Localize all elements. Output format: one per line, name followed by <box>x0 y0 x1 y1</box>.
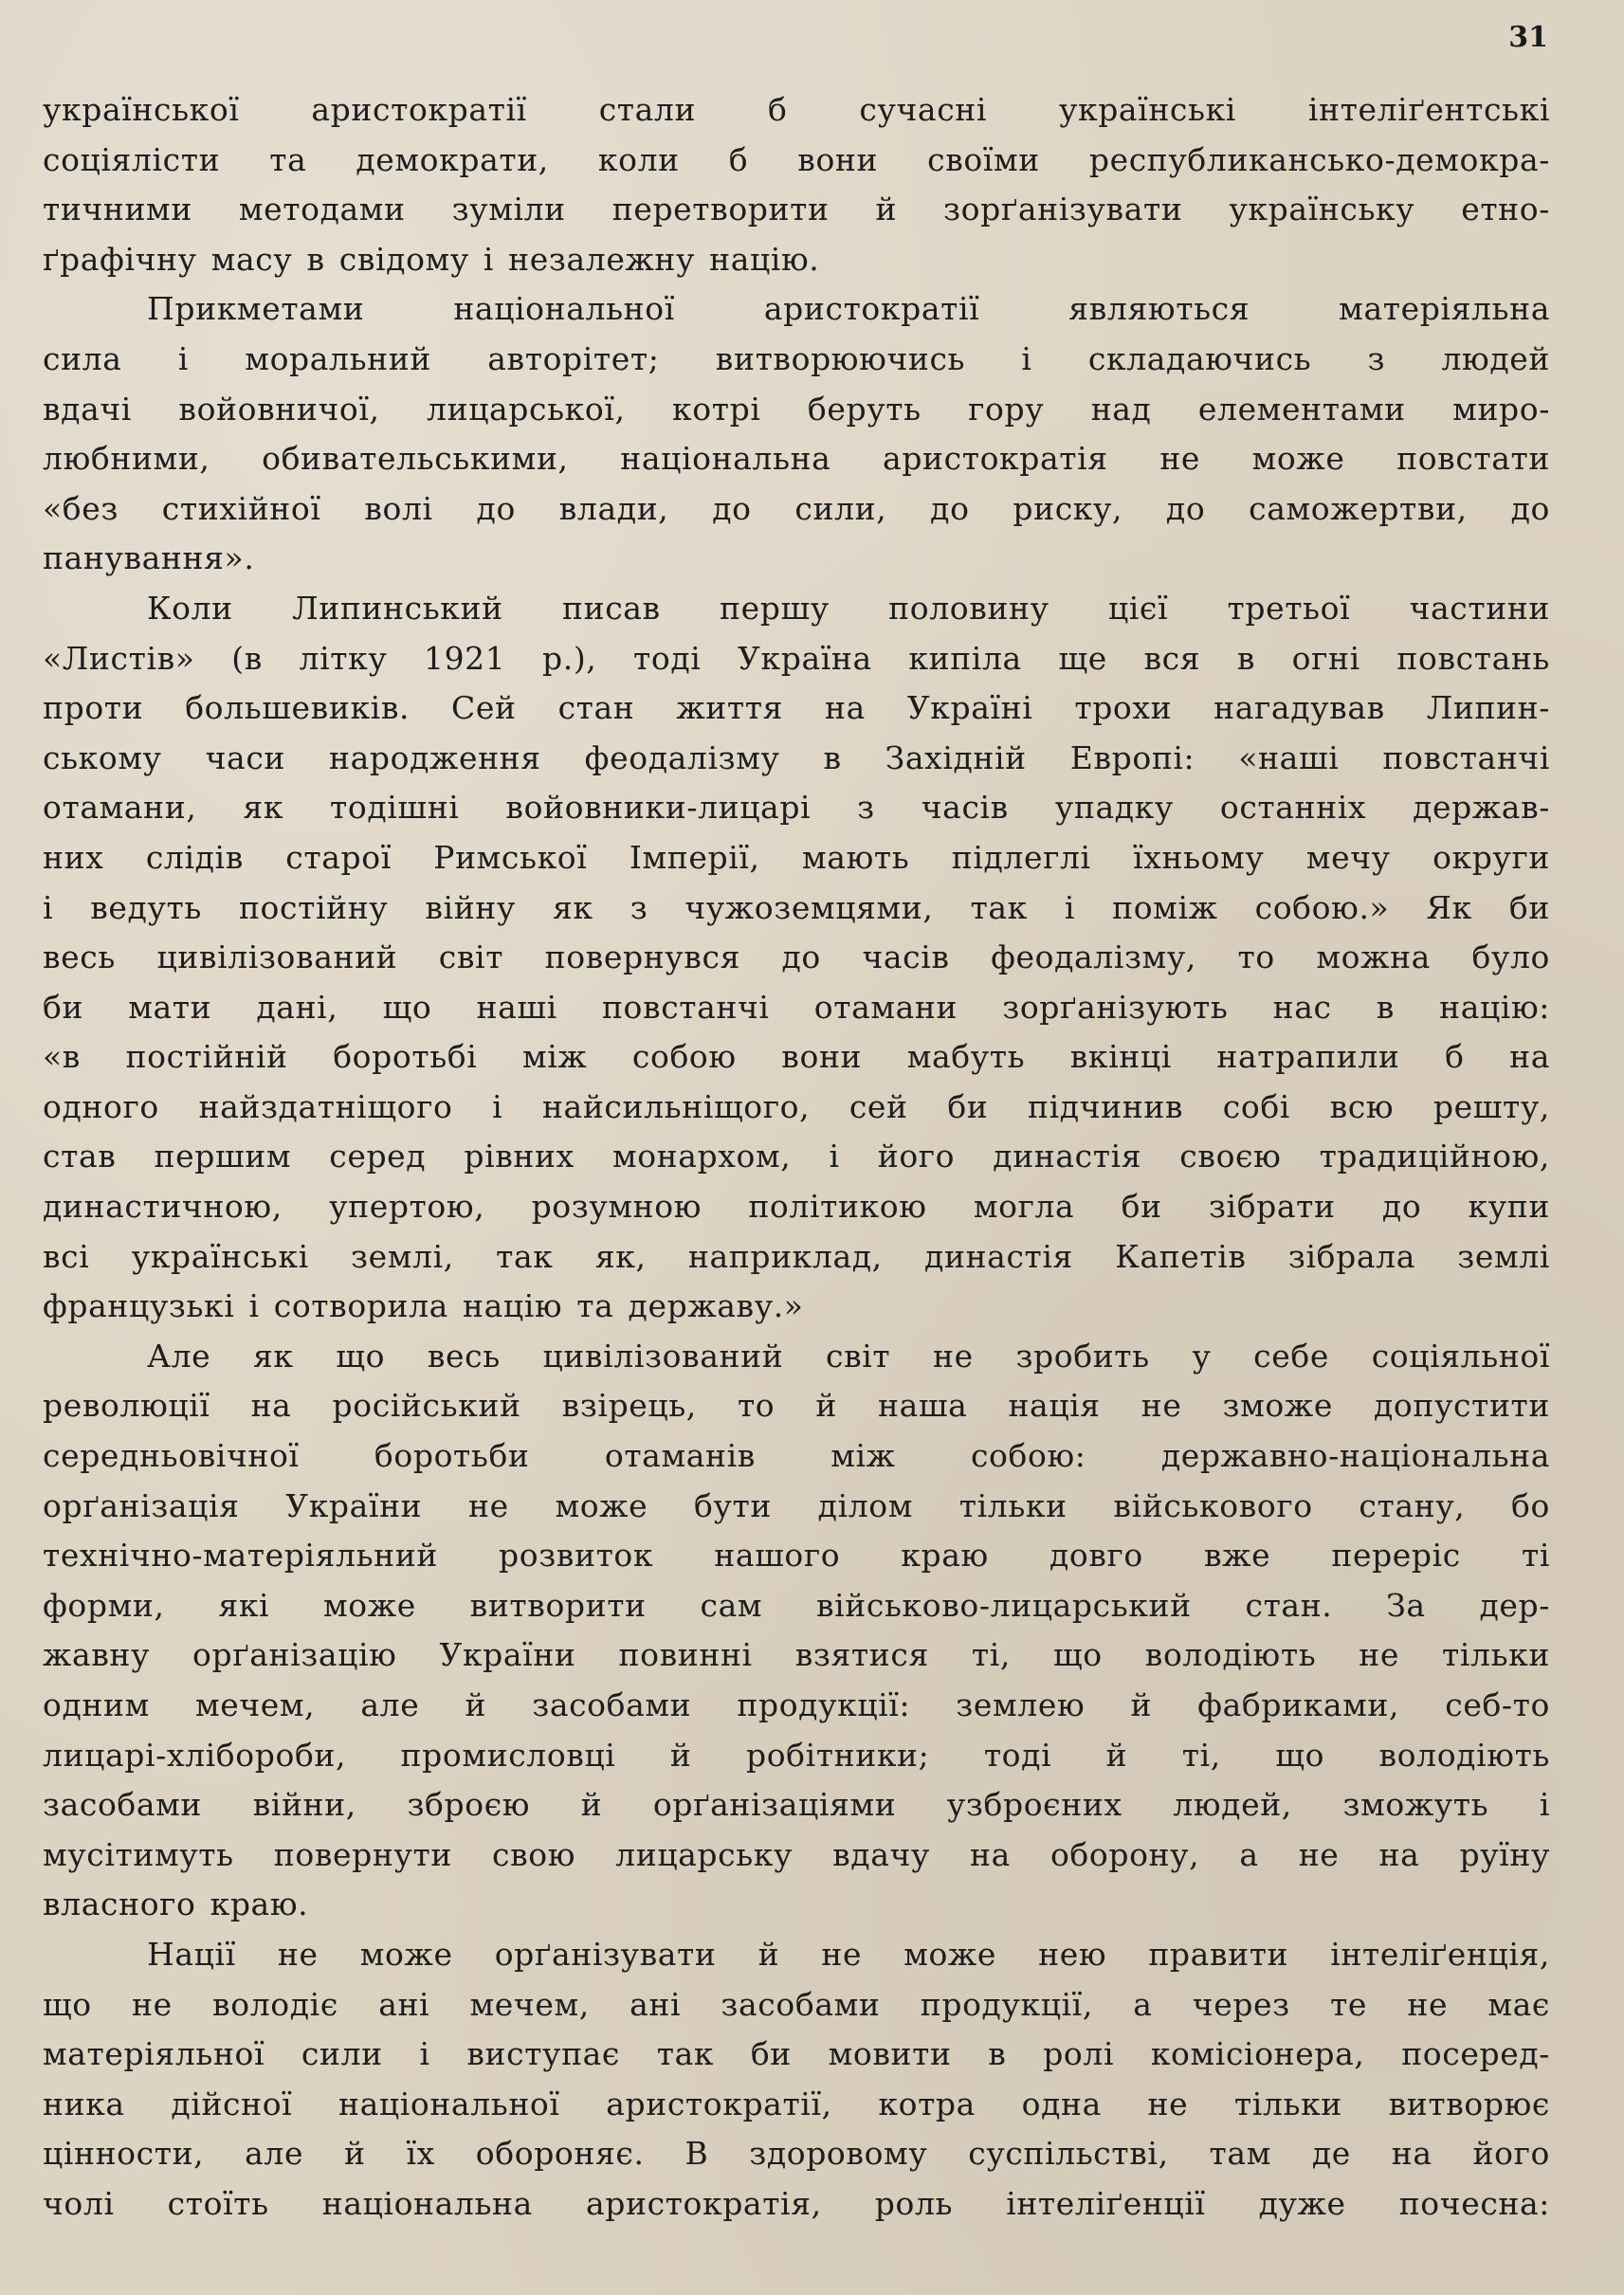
text-line: весь цивілізований світ повернувся до часів феодалізму, то можна було <box>43 938 1550 976</box>
text-line: матеріяльної сили і виступає так би мовити в ролі комісіонера, посеред- <box>43 2035 1550 2073</box>
text-line: форми, які може витворити сам військово-лицарський стан. За дер- <box>43 1586 1550 1624</box>
text-line: тичними методами зуміли перетворити й зорґанізувати українську етно- <box>43 191 1550 228</box>
text-line: одним мечем, але й засобами продукції: землею й фабриками, себ-то <box>43 1686 1550 1723</box>
text-line: Прикметами національної аристократії являються матеріяльна <box>147 290 1550 328</box>
text-line: ника дійсної національної аристократії, котра одна не тільки витворює <box>43 2085 1550 2122</box>
text-line: Нації не може орґанізувати й не може нею правити інтеліґенція, <box>147 1935 1550 1973</box>
text-line: панування». <box>43 539 255 577</box>
text-line: орґанізація України не може бути ділом тільки військового стану, бо <box>43 1486 1550 1524</box>
text-line: «в постійній боротьбі між собою вони мабуть вкінці натрапили б на <box>43 1038 1550 1076</box>
text-line: жавну орґанізацію України повинні взятися ті, що володіють не тільки <box>43 1636 1550 1674</box>
text-line: соціялісти та демократи, коли б вони своїми республиканськo-демокра- <box>43 140 1550 178</box>
text-line: Коли Липинський писав першу половину цієї третьої частини <box>147 589 1550 627</box>
text-line: одного найздатніщого і найсильніщого, сей би підчинив собі всю решту, <box>43 1087 1550 1125</box>
text-line: середньовічної боротьби отаманів між собою: державно-національна <box>43 1437 1550 1475</box>
text-line: революції на російський взірець, то й наша нація не зможе допустити <box>43 1387 1550 1425</box>
text-line: засобами війни, зброєю й орґанізаціями узброєних людей, зможуть і <box>43 1786 1550 1824</box>
text-line: і ведуть постійну війну як з чужоземцями, так і поміж собою.» Як би <box>43 888 1550 926</box>
text-line: української аристократії стали б сучасні українські інтеліґентські <box>43 91 1550 128</box>
text-line: чолі стоїть національна аристократія, роль інтеліґенції дуже почесна: <box>43 2184 1550 2222</box>
text-line: технічно-матеріяльний розвиток нашого краю довго вже переріс ті <box>43 1537 1550 1575</box>
text-line: мусітимуть повернути свою лицарську вдачу на оборону, а не на руїну <box>43 1835 1550 1873</box>
text-line: «Листів» (в літку 1921 р.), тоді Україна кипіла ще вся в огні повстань <box>43 639 1550 677</box>
text-line: лицарі-хлібороби, промисловці й робітники; тоді й ті, що володіють <box>43 1736 1550 1774</box>
text-line: ґрафічну масу в свідому і незалежну націю. <box>43 240 820 278</box>
text-line: «без стихійної волі до влади, до сили, до риску, до саможертви, до <box>43 489 1550 527</box>
text-line: став першим серед рівних монархом, і його династія своєю традиційною, <box>43 1138 1550 1175</box>
text-line: би мати дані, що наші повстанчі отамани зорґанізують нас в націю: <box>43 988 1550 1026</box>
text-line: цінности, але й їх обороняє. В здоровому суспільстві, там де на його <box>43 2135 1550 2173</box>
text-line: Але як що весь цивілізований світ не зробить у себе соціяльної <box>147 1337 1550 1375</box>
body-text <box>43 85 1550 2230</box>
text-line: них слідів старої Римської Імперії, мають підлеглі їхньому мечу округи <box>43 838 1550 876</box>
text-line: любними, обивательськими, національна аристократія не може повстати <box>43 440 1550 478</box>
text-line: французькі і сотворила націю та державу.» <box>43 1287 804 1325</box>
text-line: ському часи народження феодалізму в Західній Европі: «наші повстанчі <box>43 738 1550 776</box>
text-line: проти большевиків. Сей стан життя на Україні трохи нагадував Липин- <box>43 689 1550 727</box>
text-line: всі українські землі, так як, наприклад, династія Капетів зібрала землі <box>43 1237 1550 1275</box>
text-line: що не володіє ані мечем, ані засобами продукції, а через те не має <box>43 1985 1550 2023</box>
text-line: власного краю. <box>43 1885 309 1923</box>
page-number: 31 <box>1508 21 1548 54</box>
text-line: отамани, як тодішні войовники-лицарі з часів упадку останніх держав- <box>43 789 1550 827</box>
text-line: династичною, упертою, розумною політикою могла би зібрати до купи <box>43 1188 1550 1226</box>
text-line: вдачі войовничої, лицарської, котрі беруть гору над елементами миро- <box>43 390 1550 428</box>
text-line: сила і моральний авторітет; витворюючись і складаючись з людей <box>43 339 1550 377</box>
